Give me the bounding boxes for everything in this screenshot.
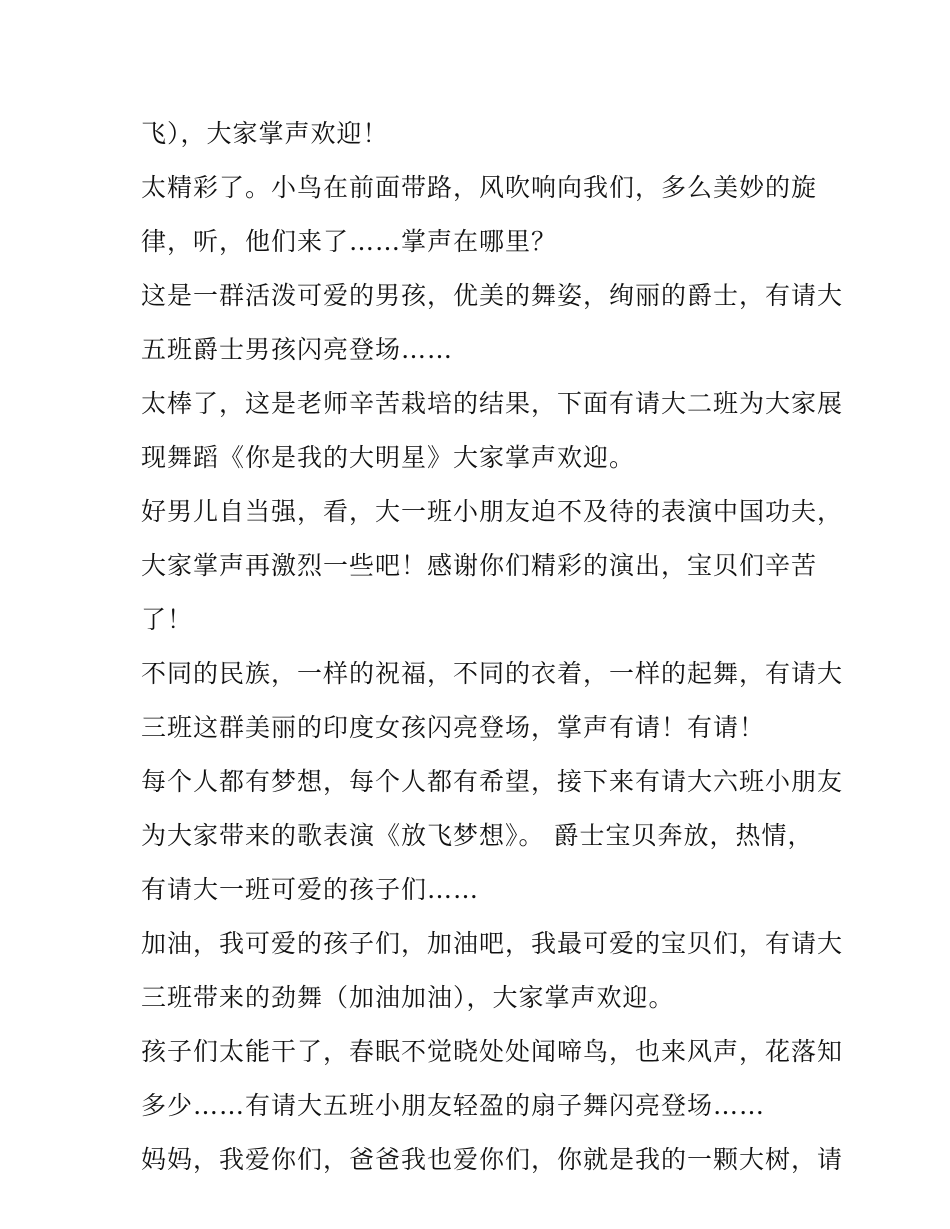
text-line: 现舞蹈《你是我的大明星》大家掌声欢迎。 (141, 443, 636, 472)
text-line: 妈妈，我爱你们，爸爸我也爱你们，你就是我的一颗大树，请 (141, 1145, 844, 1174)
document-body (141, 107, 844, 1187)
text-line: 大家掌声再激烈一些吧！感谢你们精彩的演出，宝贝们辛苦 (141, 551, 818, 580)
text-line: 为大家带来的歌表演《放飞梦想》。 爵士宝贝奔放，热情， (141, 821, 814, 850)
text-line: 了！ (141, 605, 194, 634)
text-line: 太精彩了。小鸟在前面带路，风吹响向我们，多么美妙的旋 (141, 173, 818, 202)
text-line: 律，听，他们来了……掌声在哪里？ (141, 227, 558, 256)
text-line: 五班爵士男孩闪亮登场…… (141, 335, 454, 364)
text-line: 三班这群美丽的印度女孩闪亮登场，掌声有请！有请！ (141, 713, 766, 742)
text-line: 不同的民族，一样的祝福，不同的衣着，一样的起舞，有请大 (141, 659, 844, 688)
text-line: 有请大一班可爱的孩子们…… (141, 875, 480, 904)
text-line: 多少……有请大五班小朋友轻盈的扇子舞闪亮登场…… (141, 1091, 766, 1120)
text-line: 飞），大家掌声欢迎！ (141, 119, 389, 148)
text-line: 这是一群活泼可爱的男孩，优美的舞姿，绚丽的爵士，有请大 (141, 281, 844, 310)
text-line: 加油，我可爱的孩子们，加油吧，我最可爱的宝贝们，有请大 (141, 929, 844, 958)
text-line: 太棒了，这是老师辛苦栽培的结果，下面有请大二班为大家展 (141, 389, 844, 418)
text-line: 每个人都有梦想，每个人都有希望，接下来有请大六班小朋友 (141, 767, 844, 796)
text-line: 三班带来的劲舞（加油加油），大家掌声欢迎。 (141, 983, 675, 1012)
text-line: 好男儿自当强，看，大一班小朋友迫不及待的表演中国功夫， (141, 497, 844, 526)
text-line: 孩子们太能干了，春眠不觉晓处处闻啼鸟，也来风声，花落知 (141, 1037, 844, 1066)
